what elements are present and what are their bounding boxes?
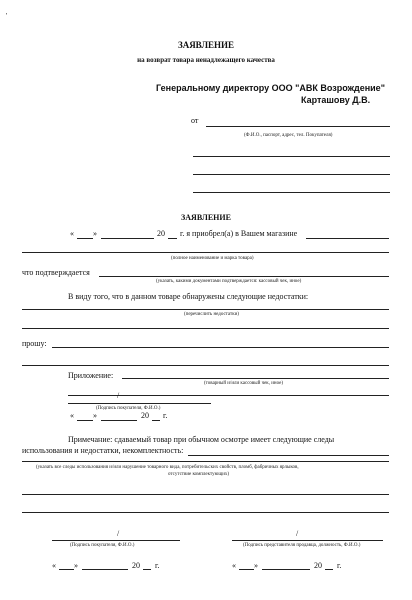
note-hint-2: отсутствие комплектующих) [168,472,230,477]
product-hint: (полное наименование и марка товара) [171,256,254,261]
buyer-date-open: « [52,561,56,570]
confirm-field[interactable] [99,276,389,277]
note-line-c[interactable] [22,512,389,513]
note-hint-1: (указать все следы использования и/или нарушение товарного вида, потребительских свойств, пломб, фабричных ярлыков, [36,465,299,470]
confirm-text: что подтверждается [22,268,90,277]
year-prefix: 20 [157,229,165,238]
date2-year-field[interactable] [152,420,160,421]
buyer-date-year-prefix: 20 [132,561,140,570]
defects-text: В виду того, что в данном товаре обнаружены следующие недостатки: [68,292,309,301]
seller-signature-hint: (Подпись представителя продавца, должность, Ф.И.О.) [243,543,361,548]
request-line-1[interactable] [52,347,389,348]
attachment-line-1[interactable] [122,378,389,379]
date-day-field[interactable] [77,238,93,239]
signature-slash: / [117,391,120,400]
request-line-2[interactable] [22,365,389,366]
buyer-date-suffix: г. [155,561,160,570]
note-field[interactable] [188,455,389,456]
seller-date-year-field[interactable] [325,569,333,570]
date-open: « [70,229,74,238]
from-label: от [191,116,199,125]
product-line[interactable] [22,252,389,253]
from-hint: (Ф.И.О., паспорт, адрес, тел. Покупателя) [244,133,333,138]
note-line-1: Примечание: сдаваемый товар при обычном осмотре имеет следующие следы [68,435,335,444]
store-field[interactable] [306,238,389,239]
note-line-b[interactable] [22,494,389,495]
signature-hint: (Подпись покупателя, Ф.И.О.) [96,406,161,411]
date-month-field[interactable] [101,238,154,239]
request-label: прошу: [22,339,47,348]
addressee-line-2: Карташову Д.В. [301,95,371,105]
note-line-a[interactable] [22,461,389,462]
defects-hint: (перечислить недостатки) [184,312,239,317]
defects-line-2[interactable] [22,328,389,329]
seller-date-day-field[interactable] [239,569,254,570]
signature-line[interactable] [68,403,211,404]
seller-signature-slash: / [296,529,299,538]
addressee-line-1: Генеральному директору ООО "АВК Возрождение" [156,83,385,93]
seller-date-suffix: г. [337,561,342,570]
buyer-date-day-field[interactable] [59,569,74,570]
from-line-4[interactable] [193,192,390,193]
body-title: ЗАЯВЛЕНИЕ [181,213,231,222]
seller-signature-line[interactable] [232,540,383,541]
date2-month-field[interactable] [101,420,137,421]
date2-year-prefix: 20 [141,411,149,420]
corner-mark: ' [6,12,8,20]
buyer-date-month-field[interactable] [82,569,128,570]
note-line-2: использования и недостатки, некомплектность: [22,446,184,455]
seller-date-close: » [254,561,258,570]
date2-close: » [93,411,97,420]
buyer-signature-line[interactable] [52,540,180,541]
date2-suffix: г. [163,411,168,420]
header-title: ЗАЯВЛЕНИЕ [177,40,235,50]
date2-day-field[interactable] [77,420,93,421]
from-line-3[interactable] [193,174,390,175]
seller-date-year-prefix: 20 [314,561,322,570]
defects-line-1[interactable] [22,309,389,310]
attachment-hint: (товарный и/или кассовый чек, иное) [204,381,284,386]
purchase-text: г. я приобрел(а) в Вашем магазине [180,229,298,238]
confirm-hint: (указать, какими документами подтверждается: кассовый чек, иное) [156,279,302,284]
from-line[interactable] [206,126,390,127]
date2-open: « [70,411,74,420]
buyer-date-close: » [74,561,78,570]
attachment-label: Приложение: [68,371,114,380]
from-line-2[interactable] [193,156,390,157]
buyer-date-year-field[interactable] [143,569,151,570]
buyer-signature-slash: / [117,529,120,538]
seller-date-month-field[interactable] [262,569,310,570]
date-close: » [93,229,97,238]
seller-date-open: « [232,561,236,570]
header-subtitle: на возврат товара ненадлежащего качества [137,56,275,64]
buyer-signature-hint: (Подпись покупателя, Ф.И.О.) [70,543,135,548]
date-year-field[interactable] [168,238,177,239]
